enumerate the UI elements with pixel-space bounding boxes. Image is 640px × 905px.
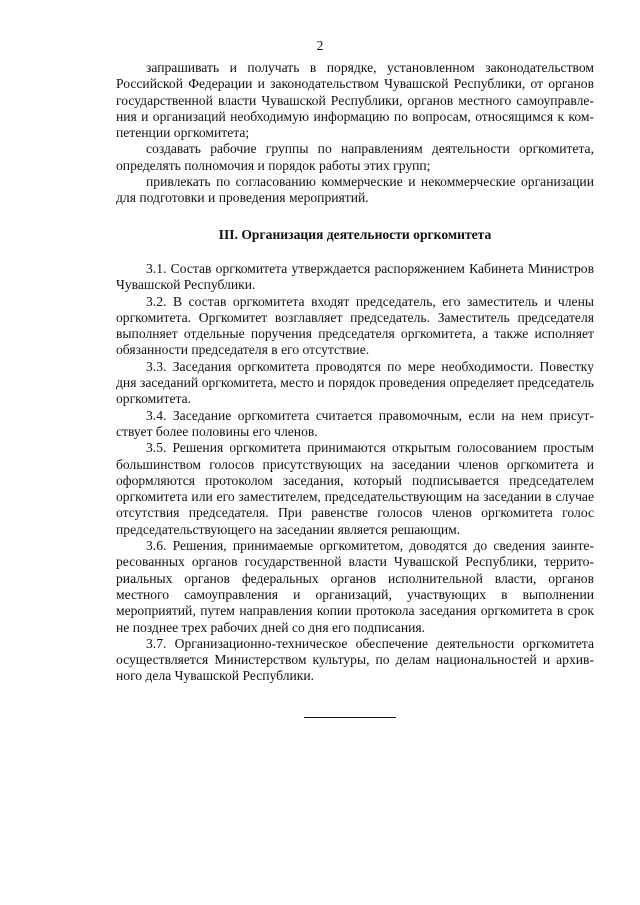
clause-3-3: 3.3. Заседания оргкомитета проводятся по мере необходимости. Повестку дня заседаний оргкомитета, место и порядок проведения определяет председатель оргкомитета. <box>116 358 594 407</box>
intro-paragraph-1: запрашивать и получать в порядке, установленном законодательством Российской Федерации и законодательством Чувашской Республики, от органов государственной власти Чувашской Республики, органов местного самоуправления и организаций необходимую информацию по вопросам, относящимся к компетенции оргкомитета; <box>116 60 594 141</box>
clause-3-1: 3.1. Состав оргкомитета утверждается распоряжением Кабинета Министров Чувашской Республики. <box>116 260 594 293</box>
end-separator-line <box>304 717 396 718</box>
clause-3-4: 3.4. Заседание оргкомитета считается правомочным, если на нем присутствует более половины его членов. <box>116 407 594 439</box>
intro-paragraph-3: привлекать по согласованию коммерческие и некоммерческие организации для подготовки и проведения мероприятий. <box>116 174 594 206</box>
clause-3-7: 3.7. Организационно-техническое обеспечение деятельности оргкомитета осуществляется Министерством культуры, по делам национальностей и архивного дела Чувашской Республики. <box>116 635 594 684</box>
clause-3-2: 3.2. В состав оргкомитета входят председатель, его заместитель и члены оргкомитета. Оргкомитет возглавляет председатель. Заместитель председателя выполняет отдельные поручения председателя оргкомитета, а также исполняет обязанности председателя в его отсутствие. <box>116 293 594 358</box>
clause-3-6: 3.6. Решения, принимаемые оргкомитетом, доводятся до сведения заинтересованных органов государственной власти Чувашской Республики, территориальных органов федеральных органов исполнительной власти, органов местного самоуправления и организаций, участвующих в выполнении мероприятий, путем направления копии протокола заседания оргкомитета в срок не позднее трех рабочих дней со дня его подписания. <box>116 538 594 635</box>
document-body <box>116 60 594 685</box>
section-heading: III. Организация деятельности оргкомитета <box>218 226 492 242</box>
clause-3-5: 3.5. Решения оргкомитета принимаются открытым голосованием простым большинством голосов присутствующих на заседании членов оргкомитета и оформляются протоколом заседания, который подписывается председателем оргкомитета или его заместителем, председательствующим на заседании в случае отсутствия председателя. При равенстве голосов членов оргкомитета голос председательствующего на заседании является решающим. <box>116 440 594 537</box>
intro-paragraph-2: создавать рабочие группы по направлениям деятельности оргкомитета, определять полномочия и порядок работы этих групп; <box>116 141 594 173</box>
page-number: 2 <box>316 38 324 53</box>
